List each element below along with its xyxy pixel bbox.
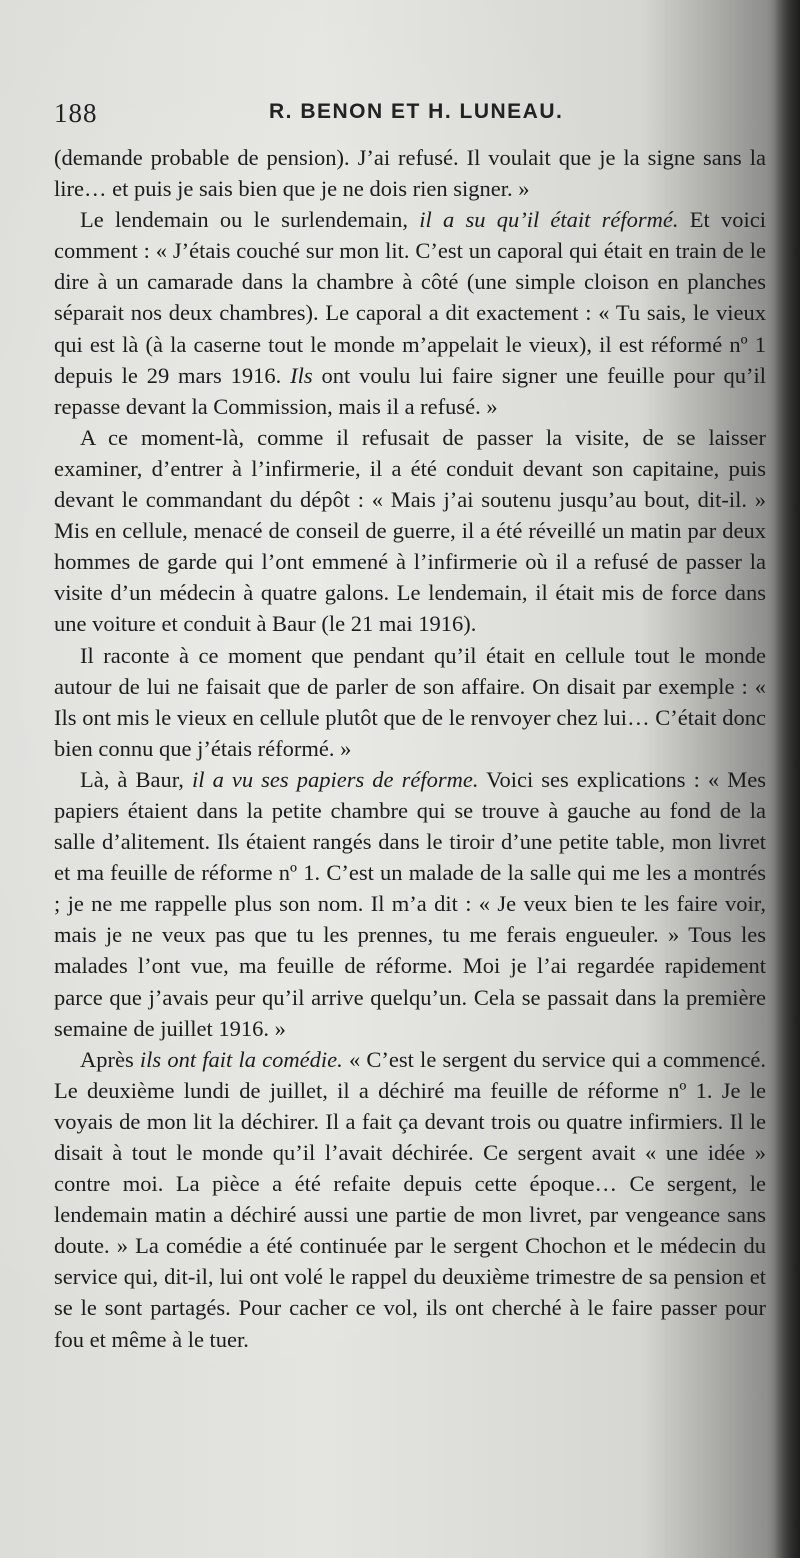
text-run: Le lendemain ou le surlendemain,: [80, 207, 420, 233]
paragraph: [54, 204, 766, 422]
page-number: 188: [54, 98, 98, 128]
text-run: Et voici comment : « J’étais couché sur mon lit. C’est un caporal qui était en train de le dire à un camarade dans la chambre à côté (une simple cloison en planches séparait nos deux chambres). Le caporal a dit exactement : « Tu sais, le vieux qui est là (à la caserne tout le monde m’appelait le vieux), il est réformé nº 1 depuis le 29 mars 1916.: [54, 207, 766, 388]
text-run: Voici ses explications : « Mes papiers étaient dans la petite chambre qui se trouve à gauche au fond de la salle d’alitement. Ils étaient rangés dans le tiroir d’une petite table, mon livret et ma feuille de réforme nº 1. C’est un malade de la salle qui me les a montrés ; je ne me rappelle plus son nom. Il m’a dit : « Je veux bien te les faire voir, mais je ne veux pas que tu les prennes, tu me ferais engueuler. » Tous les malades l’ont vue, ma feuille de réforme. Moi je l’ai regardée rapidement parce que j’avais peur qu’il arrive quelqu’un. Cela se passait dans la première semaine de juillet 1916. »: [54, 766, 766, 1041]
page-header: [54, 98, 766, 138]
body-text: [54, 142, 766, 1355]
paragraph: [54, 1044, 766, 1355]
italic-text: Ils: [290, 362, 313, 388]
italic-text: il a su qu’il était réformé.: [419, 207, 679, 233]
text-run: Il raconte à ce moment que pendant qu’il était en cellule tout le monde autour de lui ne faisait que de parler de son affaire. On disait par exemple : « Ils ont mis le vieux en cellule plutôt que de le renvoyer chez lui… C’était donc bien connu que j’étais réformé. »: [54, 642, 766, 761]
text-run: Après: [80, 1046, 140, 1072]
running-head: R. BENON ET H. LUNEAU.: [269, 100, 564, 123]
text-run: A ce moment-là, comme il refusait de passer la visite, de se laisser examiner, d’entrer à l’infirmerie, il a été conduit devant son capitaine, puis devant le commandant du dépôt : « Mais j’ai soutenu jusqu’au bout, dit-il. » Mis en cellule, menacé de conseil de guerre, il a été réveillé un matin par deux hommes de garde qui l’ont emmené à l’infirmerie où il a refusé de passer la visite d’un médecin à quatre galons. Le lendemain, il était mis de force dans une voiture et conduit à Baur (le 21 mai 1916).: [54, 424, 766, 637]
book-spine-shadow: [774, 0, 800, 1558]
italic-text: il a vu ses papiers de réforme.: [192, 766, 479, 792]
paragraph: [54, 142, 766, 204]
text-run: « C’est le sergent du service qui a commencé. Le deuxième lundi de juillet, il a déchiré ma feuille de réforme nº 1. Je le voyais de mon lit la déchirer. Il a fait ça devant trois ou quatre infirmiers. Il le disait à tout le monde qu’il l’avait déchirée. Ce sergent avait « une idée » contre moi. La pièce a été refaite depuis cette époque… Ce sergent, le lendemain matin a déchiré aussi une partie de mon livret, par vengeance sans doute. » La comédie a été continuée par le sergent Chochon et le médecin du service qui, dit-il, lui ont volé le rappel du deuxième trimestre de sa pension et se le sont partagés. Pour cacher ce vol, ils ont cherché à le faire passer pour fou et même à le tuer.: [54, 1046, 766, 1352]
text-run: Là, à Baur,: [80, 766, 192, 792]
paragraph: [54, 764, 766, 1044]
italic-text: ils ont fait la comédie.: [139, 1046, 343, 1072]
paragraph: [54, 640, 766, 764]
text-run: ont voulu lui faire signer une feuille pour qu’il repasse devant la Commission, mais il a refusé. »: [54, 362, 766, 419]
paragraph: [54, 422, 766, 640]
text-run: (demande probable de pension). J’ai refusé. Il voulait que je la signe sans la lire… et puis je sais bien que je ne dois rien signer. »: [54, 145, 766, 202]
